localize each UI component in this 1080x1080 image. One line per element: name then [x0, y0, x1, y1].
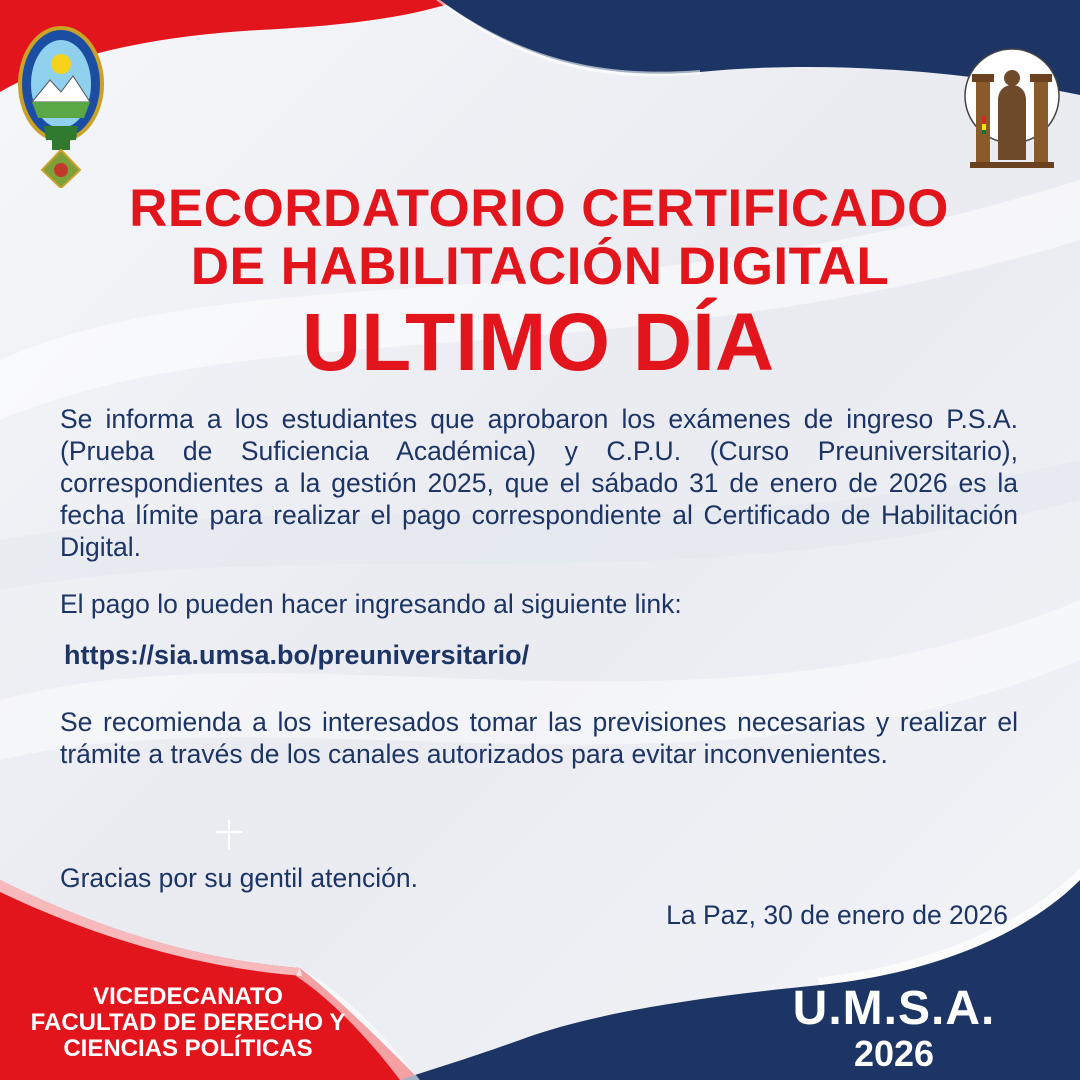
footer-umsa-text: U.M.S.A.	[792, 982, 996, 1035]
university-seal-icon	[18, 22, 104, 188]
recommendation-paragraph: Se recomienda a los interesados tomar las previsiones necesarias y realizar el trámite a través de los canales autorizados para evitar inconvenientes.	[60, 707, 1018, 769]
date-text: La Paz, 30 de enero de 2026	[666, 900, 1008, 930]
heading-line-1: RECORDATORIO CERTIFICADO	[129, 179, 949, 238]
footer-left-line-3: CIENCIAS POLÍTICAS	[63, 1035, 313, 1062]
heading-line-2: DE HABILITACIÓN DIGITAL	[190, 237, 890, 296]
payment-link[interactable]: https://sia.umsa.bo/preuniversitario/	[64, 640, 530, 670]
closing-text: Gracias por su gentil atención.	[60, 863, 418, 893]
footer-left-line-2: FACULTAD DE DERECHO Y	[30, 1009, 346, 1036]
footer-year: 2026	[853, 1033, 935, 1074]
heading-last-day: ULTIMO DÍA	[301, 297, 775, 388]
footer-umsa	[780, 984, 1008, 1074]
payment-instruction: El pago lo pueden hacer ingresando al siguiente link:	[60, 589, 682, 619]
footer-left-line-1: VICEDECANATO	[93, 983, 283, 1010]
faculty-emblem-icon	[962, 20, 1062, 180]
announcement-paragraph: Se informa a los estudiantes que aprobaron los exámenes de ingreso P.S.A. (Prueba de Suficiencia Académica) y C.P.U. (Curso Preuniversitario), correspondientes a la gestión 2025, que el sábado 31 de enero de 2026 es la fecha límite para realizar el pago correspondiente al Certificado de Habilitación Digital.	[60, 404, 1018, 562]
footer-vicedecanato	[0, 984, 376, 1062]
cross-mark-icon	[214, 818, 244, 852]
